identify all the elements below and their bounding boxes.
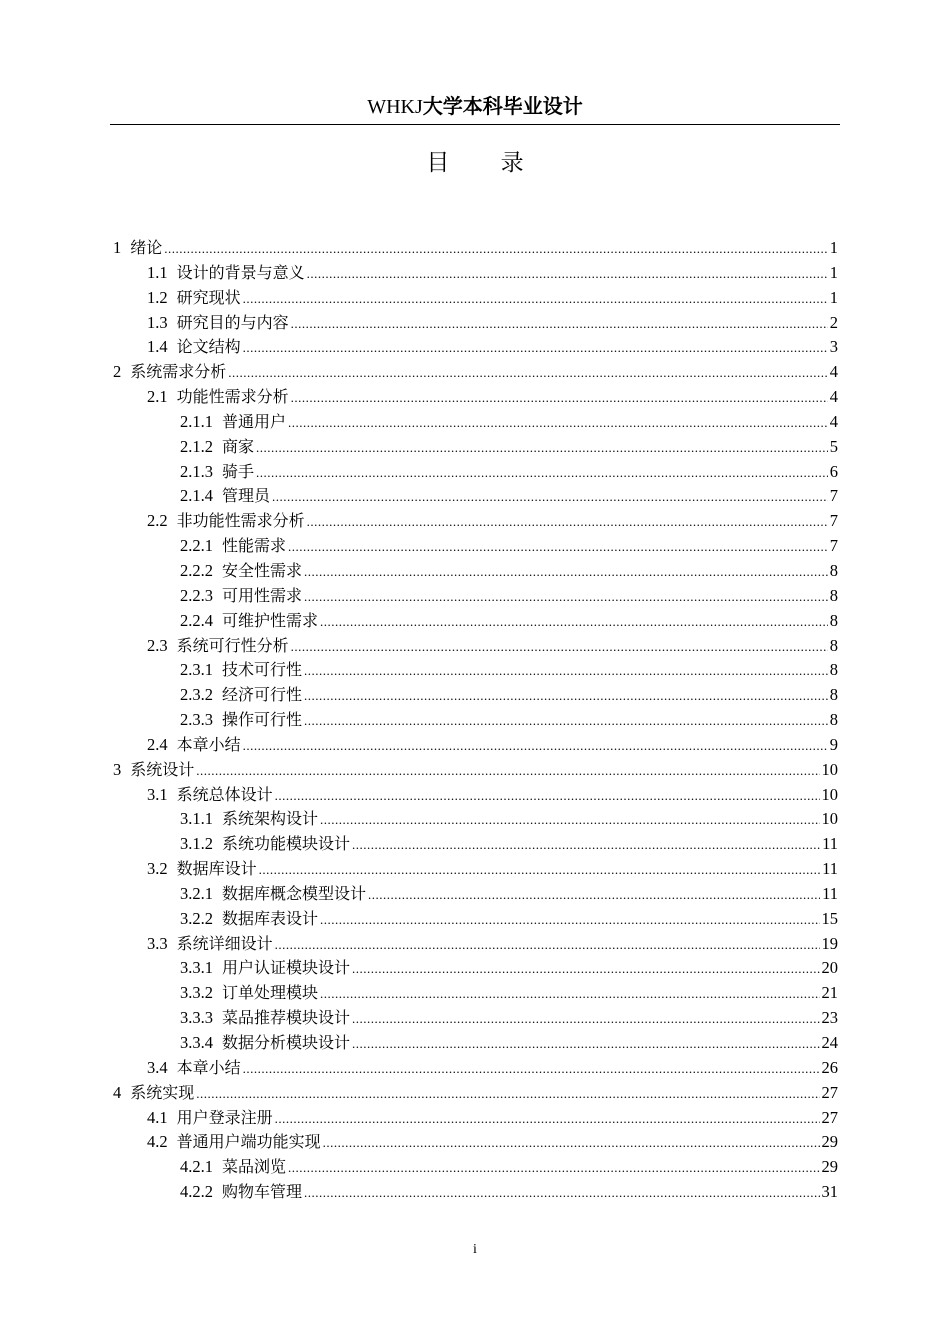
toc-entry-title: 安全性需求 (222, 560, 303, 580)
toc-dot-leader (288, 411, 828, 436)
toc-entry-number: 3.1.2 (180, 834, 213, 854)
toc-entry-number: 1.3 (147, 312, 168, 332)
toc-entry[interactable] (113, 584, 838, 609)
toc-entry-title: 系统可行性分析 (176, 635, 289, 655)
toc-entry[interactable] (113, 460, 838, 485)
toc-entry-page: 8 (829, 660, 838, 680)
toc-entry-number: 3.3 (147, 933, 168, 953)
toc-entry-page: 9 (829, 734, 838, 754)
page-number: i (473, 1242, 477, 1257)
toc-entry-number: 2.1.4 (180, 486, 213, 506)
toc-entry[interactable] (113, 907, 838, 932)
toc-entry[interactable] (113, 311, 838, 336)
toc-entry[interactable] (113, 783, 838, 808)
toc-entry[interactable] (113, 236, 838, 261)
toc-dot-leader (368, 883, 820, 908)
toc-entry-number: 4 (113, 1082, 122, 1102)
toc-entry[interactable] (113, 360, 838, 385)
toc-entry-title: 非功能性需求分析 (176, 511, 305, 531)
toc-entry[interactable] (113, 1155, 838, 1180)
toc-entry-number: 2.3.2 (180, 685, 213, 705)
toc-entry-number: 1.2 (147, 287, 168, 307)
toc-entry[interactable] (113, 261, 838, 286)
toc-entry-page: 20 (821, 958, 838, 978)
toc-entry-page: 11 (822, 834, 838, 854)
toc-entry-page: 24 (821, 1033, 838, 1052)
toc-entry-title: 本章小结 (176, 734, 241, 754)
toc-dot-leader (288, 535, 828, 560)
toc-dot-leader (243, 1057, 820, 1082)
toc-entry[interactable] (113, 385, 838, 410)
toc-entry-number: 2.2.1 (180, 536, 213, 556)
toc-entry-title: 系统架构设计 (222, 809, 319, 829)
toc-entry-number: 1.4 (147, 337, 168, 357)
toc-dot-leader (352, 1032, 819, 1057)
toc-entry-title: 普通用户 (222, 411, 287, 431)
toc-dot-leader (304, 709, 828, 734)
toc-entry-page: 7 (829, 486, 838, 506)
toc-entry-page: 10 (821, 759, 838, 779)
toc-dot-leader (307, 262, 828, 287)
toc-entry[interactable] (113, 932, 838, 957)
toc-entry-page: 6 (829, 461, 838, 481)
toc-entry-number: 4.1 (147, 1107, 168, 1127)
toc-entry[interactable] (113, 1180, 838, 1205)
toc-entry-page: 21 (821, 983, 838, 1003)
toc-entry-page: 11 (822, 859, 838, 879)
toc-entry-title: 系统实现 (130, 1082, 195, 1102)
toc-entry-title: 数据分析模块设计 (222, 1033, 351, 1052)
toc-dot-leader (291, 386, 828, 411)
toc-dot-leader (288, 1156, 819, 1181)
toc-entry[interactable] (113, 1106, 838, 1131)
toc-entry-page: 11 (822, 883, 838, 903)
page-header (110, 92, 840, 121)
toc-entry-title: 菜品推荐模块设计 (222, 1008, 351, 1028)
toc-entry-number: 2.1 (147, 387, 168, 407)
toc-dot-leader (243, 336, 828, 361)
toc-entry-number: 3.3.4 (180, 1033, 213, 1052)
toc-entry[interactable] (113, 956, 838, 981)
toc-entry-title: 用户认证模块设计 (222, 958, 351, 978)
toc-entry-page: 19 (821, 933, 838, 953)
toc-entry-title: 用户登录注册 (176, 1107, 273, 1127)
toc-entry-number: 3.3.3 (180, 1008, 213, 1028)
toc-entry[interactable] (113, 807, 838, 832)
toc-entry-title: 管理员 (222, 486, 271, 506)
toc-entry-number: 2.3.1 (180, 660, 213, 680)
toc-dot-leader (304, 585, 828, 610)
toc-entry-title: 系统功能模块设计 (222, 834, 351, 854)
header-rule (110, 124, 840, 125)
toc-entry[interactable] (113, 832, 838, 857)
toc-entry[interactable] (113, 634, 838, 659)
toc-entry-page: 7 (829, 511, 838, 531)
toc-entry[interactable] (113, 435, 838, 460)
toc-entry[interactable] (113, 534, 838, 559)
toc-entry[interactable] (113, 658, 838, 683)
toc-entry-title: 技术可行性 (222, 660, 303, 680)
toc-entry-title: 论文结构 (176, 337, 241, 357)
toc-entry-number: 2.3 (147, 635, 168, 655)
toc-dot-leader (320, 982, 819, 1007)
toc-entry-number: 2.1.3 (180, 461, 213, 481)
toc-dot-leader (291, 312, 828, 337)
toc-dot-leader (272, 485, 828, 510)
toc-entry-number: 2.4 (147, 734, 168, 754)
toc-entry-number: 2.1.2 (180, 436, 213, 456)
toc-dot-leader (164, 237, 827, 262)
toc-entry-title: 数据库概念模型设计 (222, 883, 367, 903)
toc-entry-number: 2.2.4 (180, 610, 213, 630)
toc-entry-title: 订单处理模块 (222, 983, 319, 1003)
toc-entry-page: 4 (829, 411, 838, 431)
toc-entry-number: 3.2.2 (180, 908, 213, 928)
toc-entry[interactable] (113, 335, 838, 360)
toc-dot-leader (320, 808, 819, 833)
toc-entry-title: 购物车管理 (222, 1182, 303, 1202)
toc-entry[interactable] (113, 286, 838, 311)
toc-entry-number: 2.2.2 (180, 560, 213, 580)
toc-entry-page: 8 (829, 685, 838, 705)
toc-dot-leader (304, 1181, 819, 1206)
toc-entry-number: 2.1.1 (180, 411, 213, 431)
toc-dot-leader (243, 734, 828, 759)
toc-entry[interactable] (113, 559, 838, 584)
toc-entry-title: 操作可行性 (222, 710, 303, 730)
toc-entry-page: 2 (829, 312, 838, 332)
toc-entry-page: 10 (821, 809, 838, 829)
toc-entry-number: 3.1.1 (180, 809, 213, 829)
toc-entry-number: 3.3.1 (180, 958, 213, 978)
toc-entry-number: 3.3.2 (180, 983, 213, 1003)
toc-dot-leader (275, 933, 820, 958)
toc-entry[interactable] (113, 509, 838, 534)
toc-entry[interactable] (113, 981, 838, 1006)
toc-dot-leader (352, 833, 820, 858)
toc-entry-page: 8 (829, 635, 838, 655)
toc-entry[interactable] (113, 882, 838, 907)
toc-entry-page: 10 (821, 784, 838, 804)
header-latin: WHKJ (367, 96, 423, 118)
toc-dot-leader (243, 287, 828, 312)
toc-entry-number: 4.2.2 (180, 1182, 213, 1202)
toc-dot-leader (304, 684, 828, 709)
toc-dot-leader (275, 1107, 820, 1132)
toc-dot-leader (256, 461, 828, 486)
toc-entry-page: 8 (829, 560, 838, 580)
toc-entry-number: 2.3.3 (180, 710, 213, 730)
toc-entry[interactable] (113, 733, 838, 758)
table-of-contents (113, 236, 838, 1205)
toc-entry[interactable] (113, 758, 838, 783)
toc-entry-page: 29 (821, 1132, 838, 1152)
toc-entry-page: 31 (821, 1182, 838, 1202)
toc-entry-title: 普通用户端功能实现 (176, 1132, 321, 1152)
toc-entry[interactable] (113, 708, 838, 733)
toc-entry-number: 2.2.3 (180, 585, 213, 605)
toc-entry-number: 3.4 (147, 1057, 168, 1077)
toc-dot-leader (352, 957, 819, 982)
toc-entry-title: 功能性需求分析 (176, 387, 289, 407)
toc-entry-title: 系统设计 (130, 759, 195, 779)
toc-entry-number: 4.2.1 (180, 1157, 213, 1177)
toc-entry-title: 菜品浏览 (222, 1157, 287, 1177)
toc-entry[interactable] (113, 1031, 838, 1056)
toc-entry-number: 3.1 (147, 784, 168, 804)
toc-dot-leader (304, 659, 828, 684)
toc-dot-leader (323, 1131, 820, 1156)
toc-dot-leader (291, 635, 828, 660)
toc-entry-number: 2.2 (147, 511, 168, 531)
toc-entry-page: 15 (821, 908, 838, 928)
toc-entry-page: 8 (829, 710, 838, 730)
toc-dot-leader (352, 1007, 819, 1032)
toc-entry-title: 系统详细设计 (176, 933, 273, 953)
toc-entry-page: 7 (829, 536, 838, 556)
toc-entry-number: 2 (113, 362, 122, 382)
toc-entry-title: 绪论 (130, 238, 163, 257)
toc-entry-page: 8 (829, 585, 838, 605)
toc-entry-page: 27 (821, 1082, 838, 1102)
toc-entry-title: 骑手 (222, 461, 255, 481)
toc-entry-title: 商家 (222, 436, 255, 456)
toc-entry-page: 4 (829, 362, 838, 382)
toc-entry-title: 设计的背景与意义 (176, 262, 305, 282)
toc-entry-number: 1.1 (147, 262, 168, 282)
toc-entry-number: 3 (113, 759, 122, 779)
toc-entry-page: 4 (829, 387, 838, 407)
toc-dot-leader (228, 361, 827, 386)
toc-entry-page: 1 (829, 262, 838, 282)
toc-entry-title: 数据库表设计 (222, 908, 319, 928)
toc-entry-title: 本章小结 (176, 1057, 241, 1077)
toc-entry[interactable] (113, 1081, 838, 1106)
toc-entry-title: 经济可行性 (222, 685, 303, 705)
toc-entry[interactable] (113, 1056, 838, 1081)
toc-entry-title: 可维护性需求 (222, 610, 319, 630)
toc-entry-page: 1 (829, 238, 838, 257)
toc-entry-title: 数据库设计 (176, 859, 257, 879)
toc-dot-leader (196, 759, 819, 784)
toc-dot-leader (320, 908, 819, 933)
toc-entry[interactable] (113, 857, 838, 882)
toc-entry-page: 29 (821, 1157, 838, 1177)
toc-entry-title: 可用性需求 (222, 585, 303, 605)
toc-entry-page: 1 (829, 287, 838, 307)
header-title: 大学本科毕业设计 (422, 94, 583, 118)
toc-entry[interactable] (113, 1130, 838, 1155)
toc-dot-leader (320, 610, 828, 635)
toc-entry-page: 5 (829, 436, 838, 456)
toc-dot-leader (256, 436, 828, 461)
toc-entry-number: 4.2 (147, 1132, 168, 1152)
toc-dot-leader (196, 1082, 819, 1107)
toc-entry[interactable] (113, 683, 838, 708)
toc-entry-number: 3.2.1 (180, 883, 213, 903)
toc-entry[interactable] (113, 410, 838, 435)
toc-entry[interactable] (113, 1006, 838, 1031)
toc-entry-page: 27 (821, 1107, 838, 1127)
toc-title: 目 录 (426, 150, 546, 176)
toc-entry-number: 3.2 (147, 859, 168, 879)
toc-entry-number: 1 (113, 238, 122, 257)
toc-entry-title: 系统总体设计 (176, 784, 273, 804)
toc-entry-page: 23 (821, 1008, 838, 1028)
toc-entry-page: 8 (829, 610, 838, 630)
toc-entry-title: 系统需求分析 (130, 362, 227, 382)
toc-dot-leader (259, 858, 820, 883)
toc-entry-page: 26 (821, 1057, 838, 1077)
toc-dot-leader (304, 560, 828, 585)
toc-dot-leader (275, 784, 820, 809)
toc-entry-page: 3 (829, 337, 838, 357)
toc-entry[interactable] (113, 484, 838, 509)
toc-entry[interactable] (113, 609, 838, 634)
toc-dot-leader (307, 510, 828, 535)
toc-entry-title: 研究现状 (176, 287, 241, 307)
toc-entry-title: 性能需求 (222, 536, 287, 556)
toc-entry-title: 研究目的与内容 (176, 312, 289, 332)
